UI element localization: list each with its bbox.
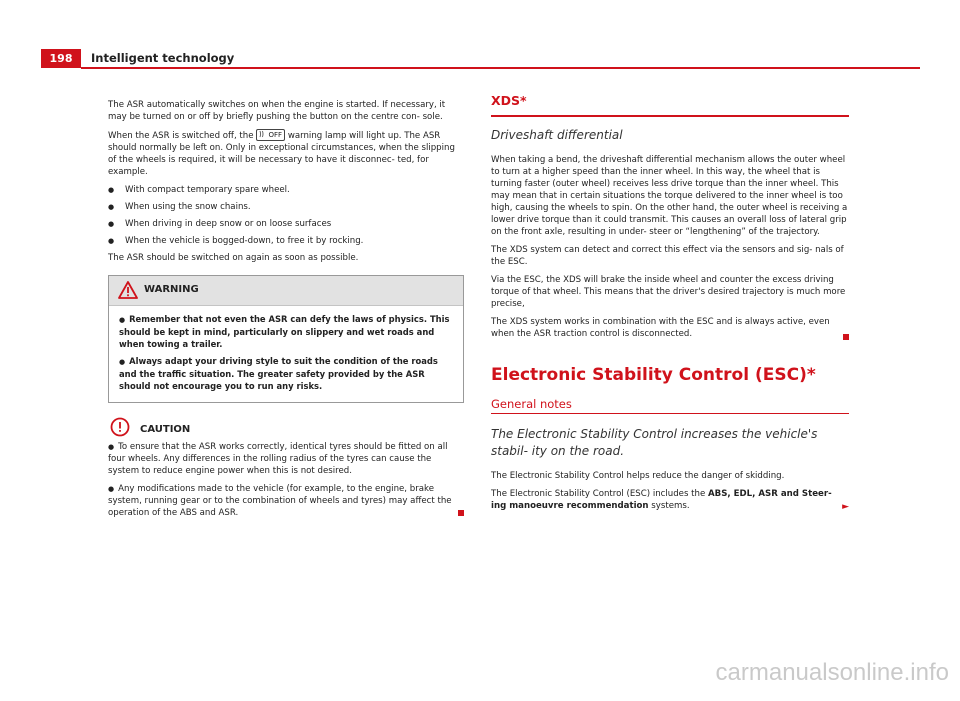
- esc-paragraph-1: The Electronic Stability Control helps reduce the danger of skidding.: [491, 471, 785, 481]
- xds-paragraph-4: [491, 316, 849, 340]
- bullet-item: ● When the vehicle is bogged-down, to free it by rocking.: [108, 235, 464, 247]
- warning-item-text: Remember that not even the ASR can defy the laws of physics. This should be kept in mind, particularly on slippery and wet roads and when towing a trailer.: [119, 314, 450, 349]
- esc-intro: The Electronic Stability Control increases the vehicle's stabil- ity on the road.: [491, 427, 818, 458]
- caution-item-text: Any modifications made to the vehicle (for example, to the engine, brake system, running gear or to the combination of wheels and tyres) may affect the operation of the ABS and ASR.: [108, 484, 452, 518]
- esc-paragraph-2: [491, 488, 849, 512]
- caution-item: ● Any modifications made to the vehicle (for example, to the engine, brake system, running gear or to the combination of wheels and tyres) may affect the operation of the ABS and ASR.: [108, 483, 464, 519]
- warning-header: [109, 276, 463, 306]
- warning-item: ● Always adapt your driving style to suit the condition of the roads and the traffic situation. The greater safety provided by the ASR should not encourage you to run any risks.: [119, 356, 438, 391]
- section-end-marker: [458, 510, 464, 516]
- general-notes-rule: [491, 413, 849, 415]
- warning-item-text: Always adapt your driving style to suit the condition of the roads and the traffic situation. The greater safety provided by the ASR should not encourage you to run any risks.: [119, 356, 438, 391]
- caution-exclamation-icon: [110, 417, 130, 437]
- esc-paragraph-2-after: systems.: [651, 501, 690, 511]
- general-notes-title: General notes: [491, 396, 572, 411]
- header-title: Intelligent technology: [91, 51, 235, 65]
- xds-paragraph-2: The XDS system can detect and correct this effect via the sensors and sig- nals of the ESC.: [491, 244, 844, 267]
- xds-section-title: XDS*: [491, 93, 527, 108]
- warning-triangle-icon: [118, 281, 138, 299]
- caution-label: CAUTION: [140, 424, 191, 435]
- bullet-item: ● With compact temporary spare wheel.: [108, 184, 464, 196]
- asr-off-lamp-icon: [256, 129, 285, 141]
- warning-body: [109, 306, 463, 402]
- asr-paragraph-3: The ASR should be switched on again as soon as possible.: [108, 253, 359, 263]
- bullet-item: ● When driving in deep snow or on loose surfaces: [108, 218, 464, 230]
- asr-paragraph-1: The ASR automatically switches on when the engine is started. If necessary, it may be turned on or off by briefly pushing the button on the centre con- sole.: [108, 100, 446, 122]
- esc-paragraph-2-before: The Electronic Stability Control (ESC) includes the: [491, 489, 706, 499]
- esc-section-title: Electronic Stability Control (ESC)*: [491, 364, 816, 385]
- watermark: carmanualsonline.info: [715, 659, 949, 686]
- right-column: [491, 93, 849, 518]
- continue-arrow-icon: ►: [842, 502, 849, 512]
- section-end-marker: [843, 334, 849, 340]
- xds-paragraph-3: Via the ESC, the XDS will brake the inside wheel and counter the excess driving torque of that wheel. This means that the driver's desired trajectory is much more precise,: [491, 274, 846, 309]
- xds-paragraph-4-text: The XDS system works in combination with the ESC and is always active, even when the ASR traction control is disconnected.: [491, 316, 830, 339]
- asr-paragraph-2-after: warning lamp will light up. The ASR should normally be left on. Only in exceptional circumstances, when the slipping of the wheels is required, it will be necessary to have it disconnec- ted, for example.: [108, 131, 455, 177]
- warning-box: [108, 275, 464, 403]
- asr-paragraph-2-before: When the ASR is switched off, the: [108, 131, 254, 141]
- xds-title-rule: [491, 115, 849, 117]
- warning-item: ● Remember that not even the ASR can defy the laws of physics. This should be kept in mind, particularly on slippery and wet roads and when towing a trailer.: [119, 314, 450, 349]
- xds-subtitle: Driveshaft differential: [491, 127, 623, 142]
- caution-header: [108, 415, 464, 439]
- asr-paragraph-2: [108, 129, 464, 178]
- caution-item-text: To ensure that the ASR works correctly, identical tyres should be fitted on all four wheels. Any differences in the rolling radius of the tyres can cause the system to reduce engine power when this is not desired.: [108, 442, 448, 476]
- xds-paragraph-1: When taking a bend, the driveshaft differential mechanism allows the outer wheel to turn at a higher speed than the inner wheel. In this way, the wheel that is turning faster (outer wheel) receives less drive torque than the inner wheel. This may mean that in certain situations the torque delivered to the inner wheel is too high, causing the wheels to spin. On the other hand, the outer wheel is receiving a lower drive torque than it could transmit. This causes an overall loss of lateral grip on the front axle, resulting in under- steer or “lengthening” of the trajectory.: [491, 154, 848, 237]
- warning-label: WARNING: [144, 284, 199, 295]
- header-rule: [81, 67, 920, 69]
- left-column: [108, 99, 464, 525]
- caution-item: ● To ensure that the ASR works correctly, identical tyres should be fitted on all four wheels. Any differences in the rolling radius of the tyres can cause the system to reduce engine power when this is not desired.: [108, 442, 448, 476]
- esc-paragraph-2-bold: ABS, EDL, ASR and Steer- ing manoeuvre recommendation: [491, 489, 832, 511]
- asr-off-lamp-label: OFF: [268, 131, 283, 139]
- page-number: 198: [41, 49, 81, 68]
- bullet-item: ● When using the snow chains.: [108, 201, 464, 213]
